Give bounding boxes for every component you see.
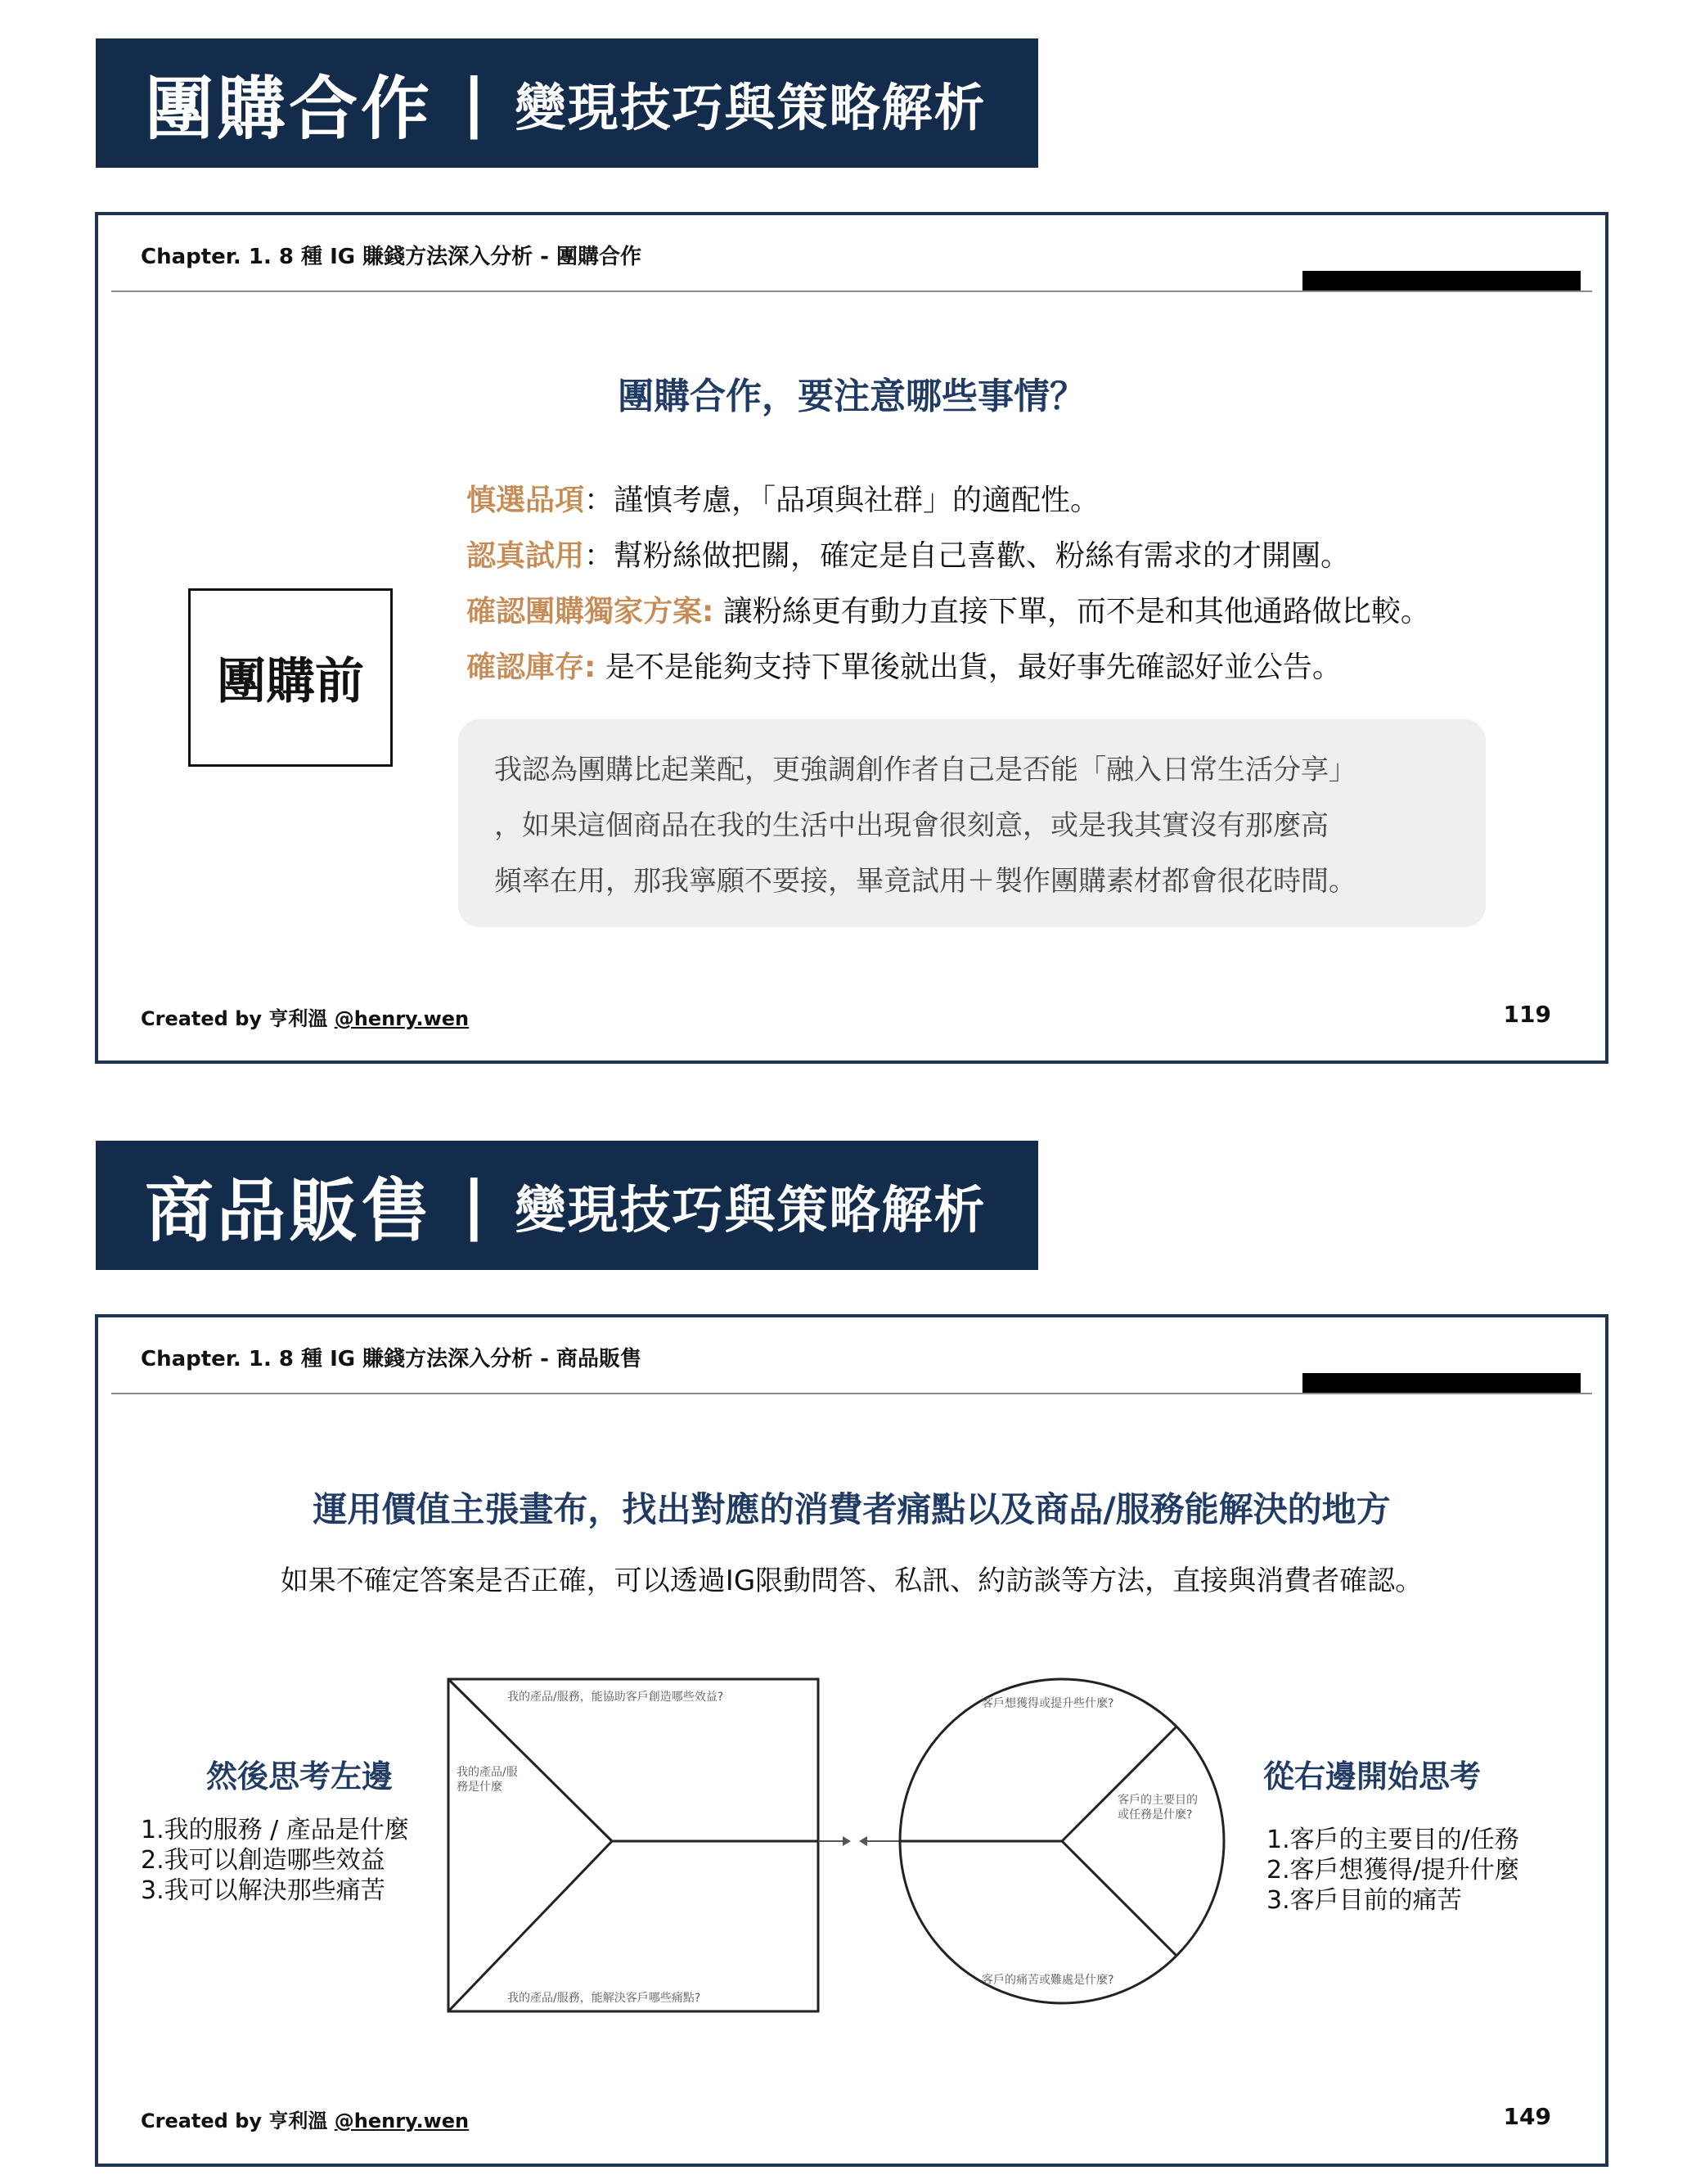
value-proposition-canvas	[98, 1317, 1605, 2164]
footer-prefix: Created by 亨利溫	[141, 1007, 335, 1030]
list-item: 1.客戶的主要目的/任務	[1266, 1826, 1519, 1854]
slide-heading: 運用價值主張畫布，找出對應的消費者痛點以及商品/服務能解決的地方	[313, 1489, 1391, 1529]
value-map-diagonal-bottom	[448, 1841, 612, 2011]
quote-line: 我認為團購比起業配，更強調創作者自己是否能「融入日常生活分享」	[494, 754, 1356, 786]
page-number: 149	[1503, 2103, 1551, 2130]
quote-line: ，如果這個商品在我的生活中出現會很刻意，或是我其實沒有那麼高	[494, 809, 1329, 842]
point-item	[466, 477, 1100, 519]
arrow-head-right	[843, 1836, 851, 1846]
square-left-label-2: 務是什麼	[457, 1781, 502, 1794]
chapter-label: Chapter. 1. 8 種 IG 賺錢方法深入分析 - 商品販售	[141, 1347, 642, 1371]
before-group-buy-box	[188, 588, 393, 767]
quote-box	[458, 719, 1486, 927]
point-text: 讓粉絲更有動力直接下單，而不是和其他通路做比較。	[713, 595, 1430, 628]
banner-title: 團購合作	[145, 68, 434, 149]
circle-bottom-label: 客戶的痛苦或難處是什麼?	[982, 1974, 1114, 1987]
list-item: 2.客戶想獲得/提升什麼	[1266, 1856, 1519, 1885]
banner-subtitle: 變現技巧與策略解析	[515, 77, 987, 137]
footer-credit	[141, 1002, 469, 1031]
right-side-title: 從右邊開始思考	[1263, 1758, 1482, 1794]
point-text: ：謹慎考慮，「品項與社群」的適配性。	[584, 484, 1100, 517]
arrow-head-left	[859, 1836, 867, 1846]
square-left-label-1: 我的產品/服	[457, 1766, 518, 1779]
customer-profile-line-bottom	[1062, 1841, 1176, 1956]
square-top-label: 我的產品/服務，能協助客戶創造哪些效益?	[507, 1691, 724, 1704]
slide-heading: 團購合作，要注意哪些事情？	[618, 376, 1086, 417]
point-key: 確認團購獨家方案:	[466, 595, 714, 628]
list-item: 3.我可以解決那些痛苦	[141, 1876, 385, 1905]
slide-subheading: 如果不確定答案是否正確，可以透過IG限動問答、私訊、約訪談等方法，直接與消費者確認。	[280, 1565, 1424, 1597]
point-item	[466, 533, 1350, 574]
point-item	[466, 644, 1342, 686]
list-item: 1.我的服務 / 產品是什麼	[141, 1816, 409, 1844]
slide-card-119	[95, 212, 1608, 1064]
quote-line: 頻率在用，那我寧願不要接，畢竟試用＋製作團購素材都會很花時間。	[494, 865, 1356, 898]
footer-handle: @henry.wen	[334, 1007, 470, 1030]
left-side-title: 然後思考左邊	[206, 1758, 394, 1794]
header-divider	[111, 290, 1592, 292]
point-key: 確認庫存:	[466, 651, 596, 684]
banner-title: 商品販售	[145, 1170, 434, 1251]
circle-top-label: 客戶想獲得或提升些什麼?	[982, 1697, 1114, 1710]
list-item: 3.客戶目前的痛苦	[1266, 1886, 1462, 1915]
banner-divider: |	[462, 66, 486, 140]
circle-right-label-2: 或任務是什麼?	[1118, 1808, 1193, 1822]
customer-profile-line-top	[1062, 1727, 1176, 1841]
value-map-square	[448, 1679, 818, 2011]
before-label: 團購前	[217, 653, 364, 710]
header-accent-bar	[1302, 271, 1581, 292]
banner-subtitle: 變現技巧與策略解析	[515, 1179, 987, 1240]
section-banner-product-sales	[96, 1141, 1038, 1270]
point-key: 慎選品項	[466, 484, 585, 517]
point-text: 是不是能夠支持下單後就出貨，最好事先確認好並公告。	[596, 651, 1342, 684]
chapter-label: Chapter. 1. 8 種 IG 賺錢方法深入分析 - 團購合作	[141, 245, 642, 269]
circle-right-label-1: 客戶的主要目的	[1118, 1794, 1198, 1807]
page-number: 119	[1503, 1001, 1551, 1028]
list-item: 2.我可以創造哪些效益	[141, 1846, 385, 1875]
footer-credit	[141, 2105, 469, 2133]
footer-handle: @henry.wen	[334, 2110, 470, 2132]
footer-prefix: Created by 亨利溫	[141, 2110, 335, 2132]
section-banner-group-buy	[96, 38, 1038, 168]
banner-divider: |	[462, 1169, 486, 1242]
point-item	[466, 588, 1430, 630]
point-text: ：幫粉絲做把關，確定是自己喜歡、粉絲有需求的才開團。	[584, 539, 1351, 573]
square-bottom-label: 我的產品/服務，能解決客戶哪些痛點?	[507, 1992, 701, 2005]
slide-card-149	[95, 1314, 1608, 2167]
point-key: 認真試用	[466, 539, 585, 573]
